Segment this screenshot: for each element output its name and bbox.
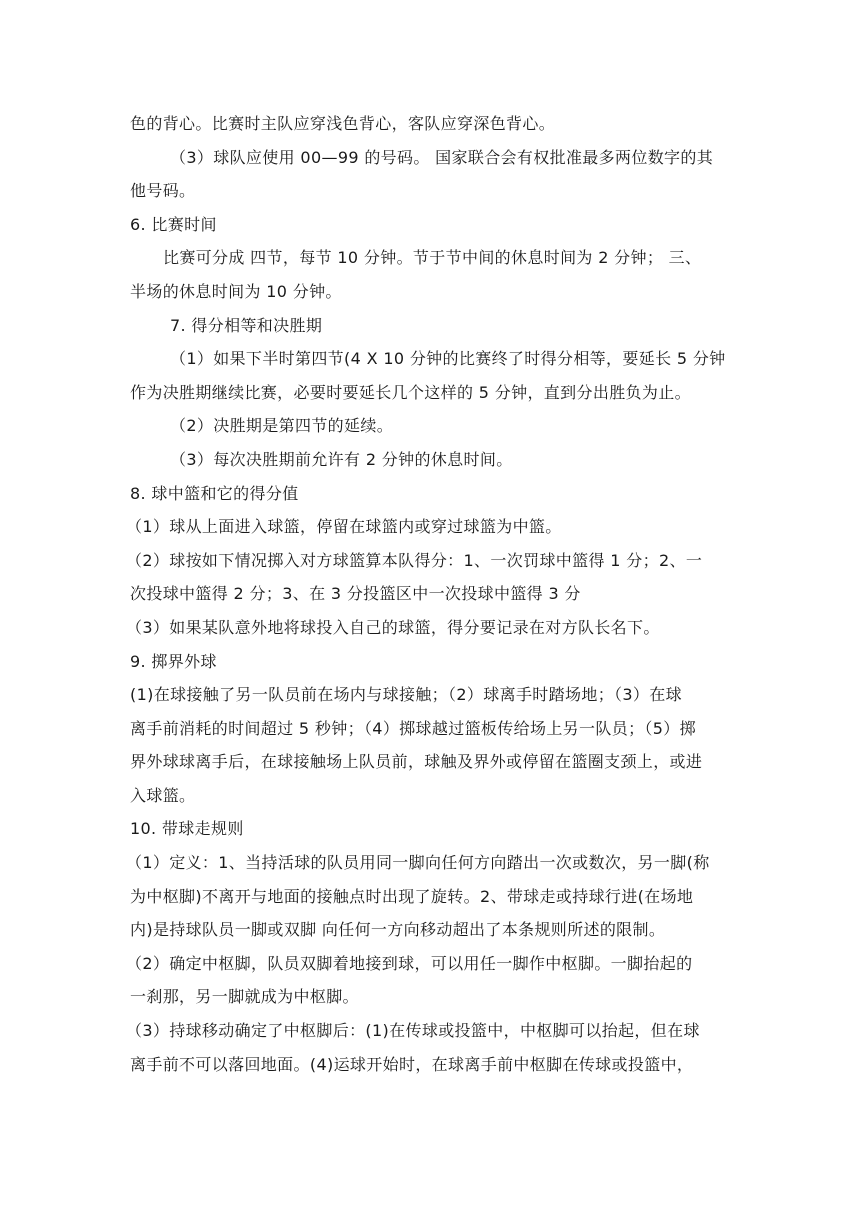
text-line: （3）球队应使用 00—99 的号码。 国家联合会有权批准最多两位数字的其 — [170, 147, 714, 167]
text-line: 离手前不可以落回地面。(4)运球开始时，在球离手前中枢脚在传球或投篮中， — [130, 1054, 694, 1074]
text-line: 为中枢脚)不离开与地面的接触点时出现了旋转。2、带球走或持球行进(在场地 — [130, 886, 694, 906]
text-line: 内)是持球队员一脚或双脚 向任何一方向移动超出了本条规则所述的限制。 — [130, 920, 666, 940]
text-line: （2）确定中枢脚，队员双脚着地接到球，可以用任一脚作中枢脚。一脚抬起的 — [126, 953, 693, 973]
text-line: （1）球从上面进入球篮，停留在球篮内或穿过球篮为中篮。 — [126, 517, 562, 537]
text-line: 他号码。 — [130, 181, 196, 201]
text-line: 作为决胜期继续比赛，必要时要延长几个这样的 5 分钟，直到分出胜负为止。 — [130, 382, 691, 402]
text-line: （3）如果某队意外地将球投入自己的球篮，得分要记录在对方队长名下。 — [126, 617, 660, 637]
text-line: 一刹那，另一脚就成为中枢脚。 — [130, 987, 359, 1007]
text-line: 次投球中篮得 2 分；3、在 3 分投篮区中一次投球中篮得 3 分 — [130, 584, 581, 604]
section-heading: 6. 比赛时间 — [130, 214, 217, 234]
text-line: （1）定义：1、当持活球的队员用同一脚向任何方向踏出一次或数次，另一脚(称 — [126, 853, 710, 873]
section-heading: 10. 带球走规则 — [130, 819, 244, 839]
text-line: （3）持球移动确定了中枢脚后：(1)在传球或投篮中，中枢脚可以抬起，但在球 — [126, 1021, 700, 1041]
section-heading: 8. 球中篮和它的得分值 — [130, 483, 299, 503]
text-line: （1）如果下半时第四节(4 X 10 分钟的比赛终了时得分相等，要延长 5 分钟 — [170, 349, 726, 369]
text-line: 比赛可分成 四节，每节 10 分钟。节于节中间的休息时间为 2 分钟； 三、 — [163, 248, 702, 268]
section-heading: 7. 得分相等和决胜期 — [170, 315, 323, 335]
text-line: （3）每次决胜期前允许有 2 分钟的休息时间。 — [170, 449, 513, 469]
section-heading: 9. 掷界外球 — [130, 651, 217, 671]
text-line: (1)在球接触了另一队员前在场内与球接触；（2）球离手时踏场地；（3）在球 — [130, 685, 682, 705]
text-line: （2）球按如下情况掷入对方球篮算本队得分：1、一次罚球中篮得 1 分；2、一 — [126, 550, 703, 570]
text-line: 入球篮。 — [130, 785, 196, 805]
text-line: 界外球球离手后，在球接触场上队员前，球触及界外或停留在篮圈支颈上，或进 — [130, 752, 703, 772]
text-line: 色的背心。比赛时主队应穿浅色背心，客队应穿深色背心。 — [130, 114, 556, 133]
text-line: 半场的休息时间为 10 分钟。 — [130, 281, 342, 301]
text-line: 离手前消耗的时间超过 5 秒钟；（4）掷球越过篮板传给场上另一队员；（5）掷 — [130, 718, 697, 738]
text-line: （2）决胜期是第四节的延续。 — [170, 416, 394, 436]
document-page — [126, 107, 735, 1081]
